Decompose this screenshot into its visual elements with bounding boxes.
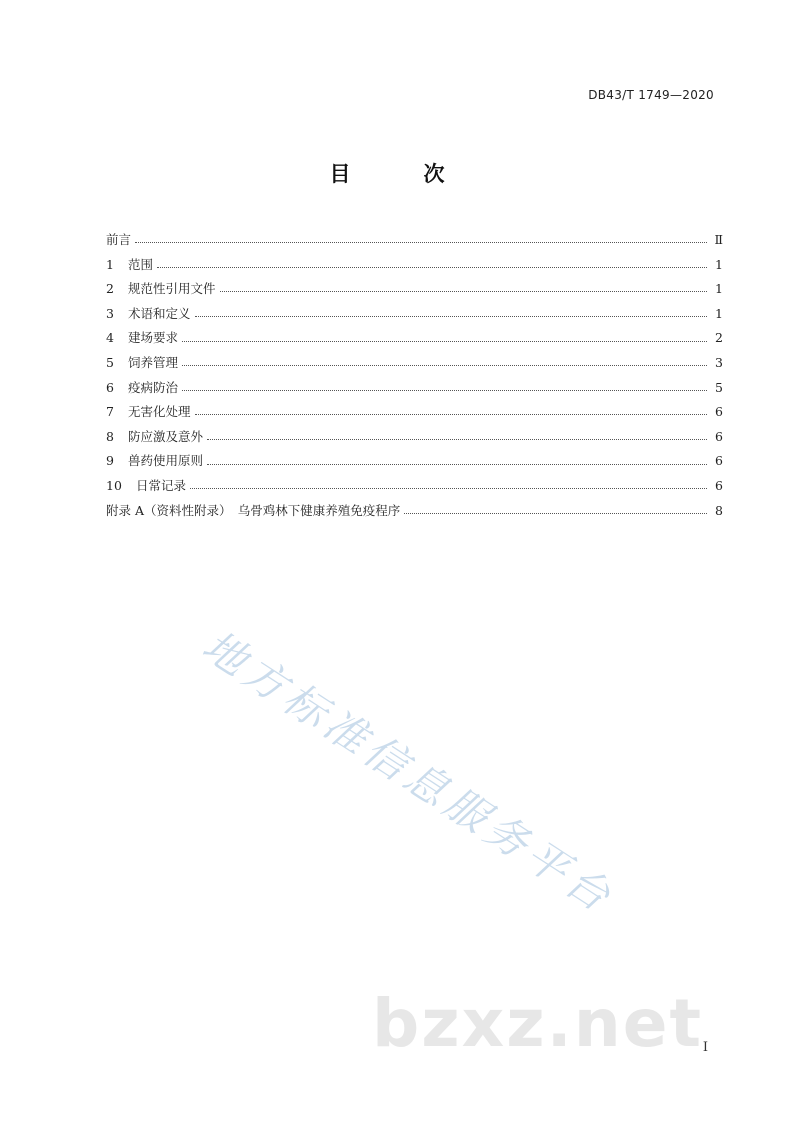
toc-entry-page: 1 [715, 305, 723, 321]
toc-entry-page: 1 [715, 281, 723, 297]
toc-entry-text: 范围 [128, 256, 154, 272]
toc-entry-page: 6 [715, 404, 723, 420]
toc-entry-page: 6 [715, 453, 723, 469]
toc-entry-page: Ⅱ [714, 232, 723, 247]
toc-entry-text: 建场要求 [128, 330, 179, 346]
toc-entry-2[interactable] [106, 277, 723, 302]
toc-entry-appendix-a[interactable] [106, 499, 723, 524]
toc-entry-number: 6 [106, 379, 114, 395]
toc-entry-1[interactable] [106, 253, 723, 278]
toc-entry-foreword[interactable] [106, 228, 723, 253]
toc-entry-7[interactable] [106, 400, 723, 425]
toc-entry-number: 3 [106, 305, 114, 321]
toc-leader-dots [157, 266, 707, 268]
toc-entry-text: 防应激及意外 [128, 428, 204, 444]
toc-entry-9[interactable] [106, 449, 723, 474]
toc-leader-dots [190, 487, 707, 489]
toc-leader-dots [195, 413, 707, 415]
toc-entry-text: 规范性引用文件 [128, 281, 216, 297]
toc-leader-dots [182, 389, 707, 391]
document-code: DB43/T 1749—2020 [588, 88, 714, 102]
toc-entry-text: 无害化处理 [128, 404, 191, 420]
toc-entry-page: 6 [715, 428, 723, 444]
toc-entry-page: 3 [715, 354, 723, 370]
toc-entry-text: 饲养管理 [128, 354, 179, 370]
toc-leader-dots [220, 290, 707, 292]
toc-entry-3[interactable] [106, 302, 723, 327]
toc-entry-number: 4 [106, 330, 114, 346]
toc-entry-number: 8 [106, 428, 114, 444]
toc-entry-10[interactable] [106, 474, 723, 499]
toc-entry-page: 1 [715, 256, 723, 272]
toc-entry-number: 1 [106, 256, 114, 272]
toc-entry-text: 兽药使用原则 [128, 453, 204, 469]
watermark-platform-name: 地方标准信息服务平台 [194, 620, 624, 924]
toc-entry-number: 7 [106, 404, 114, 420]
toc-entry-number: 5 [106, 354, 114, 370]
toc-leader-dots [182, 340, 707, 342]
toc-leader-dots [404, 512, 707, 514]
toc-entry-text: 术语和定义 [128, 305, 191, 321]
toc-leader-dots [195, 315, 707, 317]
toc-entry-page: 5 [715, 379, 723, 395]
toc-entry-6[interactable] [106, 376, 723, 401]
toc-leader-dots [182, 364, 707, 366]
toc-entry-number: 2 [106, 281, 114, 297]
toc-entry-4[interactable] [106, 326, 723, 351]
toc-leader-dots [207, 438, 707, 440]
toc-entry-page: 6 [715, 477, 723, 493]
toc-title: 目 次 [329, 162, 471, 186]
toc-entry-page: 8 [715, 502, 723, 518]
toc-entry-5[interactable] [106, 351, 723, 376]
toc-entry-text: 疫病防治 [128, 379, 179, 395]
watermark-site-url: bzxz.net [372, 985, 704, 1062]
page-number: Ⅰ [702, 1040, 708, 1055]
toc-entry-text: 附录 A（资料性附录） 乌骨鸡林下健康养殖免疫程序 [106, 502, 401, 518]
toc-entry-text: 日常记录 [136, 477, 187, 493]
toc-entry-number: 10 [106, 477, 122, 493]
toc-leader-dots [207, 463, 707, 465]
toc-entry-page: 2 [715, 330, 723, 346]
toc-entry-number: 9 [106, 453, 114, 469]
toc-leader-dots [135, 241, 707, 243]
toc-entry-8[interactable] [106, 425, 723, 450]
table-of-contents [106, 228, 723, 523]
toc-entry-text: 前言 [106, 232, 132, 247]
